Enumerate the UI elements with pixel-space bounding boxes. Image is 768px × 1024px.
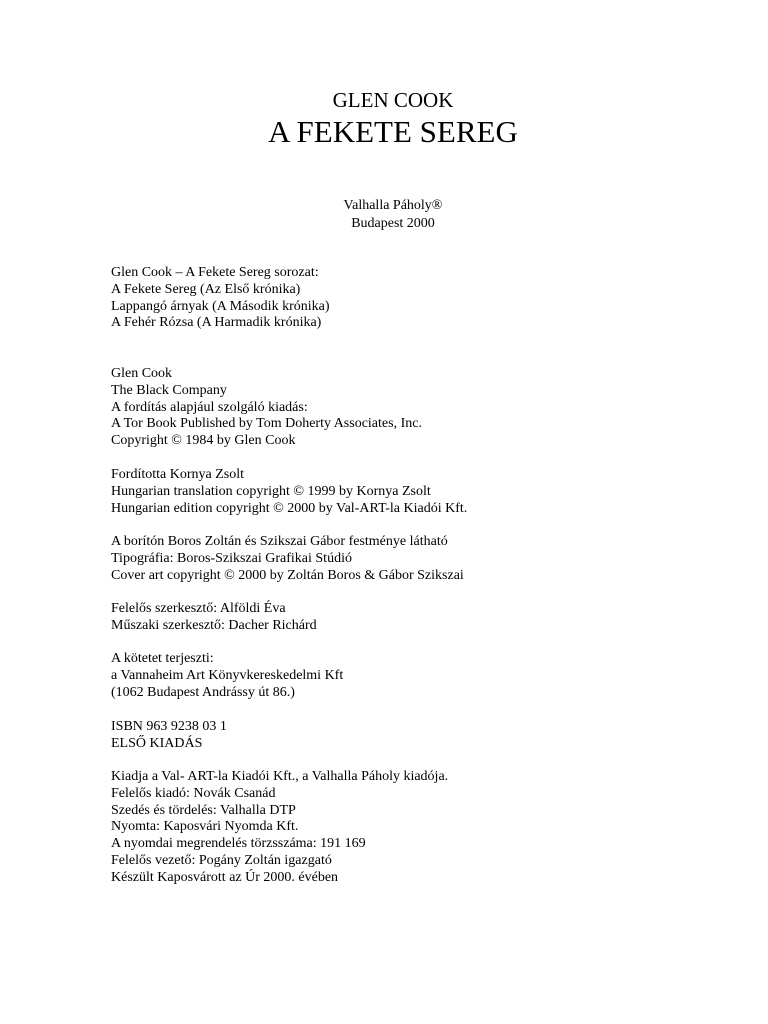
translator-line: Fordította Kornya Zsolt bbox=[111, 467, 244, 482]
imprint-line: Szedés és tördelés: Valhalla DTP bbox=[111, 802, 296, 818]
publisher-block bbox=[0, 197, 768, 233]
original-copyright: Copyright © 1984 by Glen Cook bbox=[111, 433, 296, 449]
original-author: Glen Cook bbox=[111, 366, 173, 381]
publisher-name: Valhalla Páholy® bbox=[343, 198, 443, 213]
translation-copyright: Hungarian translation copyright © 1999 by Kornya Zsolt bbox=[111, 483, 431, 499]
imprint-line: A nyomdai megrendelés törzsszáma: 191 169 bbox=[111, 836, 366, 852]
edition-label: ELSŐ KIADÁS bbox=[111, 735, 203, 751]
series-item: Lappangó árnyak (A Második krónika) bbox=[111, 298, 330, 314]
imprint-line: Nyomta: Kaposvári Nyomda Kft. bbox=[111, 819, 299, 835]
original-edition-block bbox=[111, 366, 422, 450]
distribution-label: A kötetet terjeszti: bbox=[111, 651, 214, 666]
series-list bbox=[111, 265, 330, 332]
cover-credits-block bbox=[111, 534, 464, 584]
isbn-block bbox=[111, 719, 227, 753]
book-title: A FEKETE SEREG bbox=[268, 114, 518, 149]
translation-block bbox=[111, 467, 467, 517]
technical-editor: Műszaki szerkesztő: Dacher Richárd bbox=[111, 617, 317, 633]
distributor-name: a Vannaheim Art Könyvkereskedelmi Kft bbox=[111, 667, 344, 683]
typography-credit: Tipográfia: Boros-Szikszai Grafikai Stúdió bbox=[111, 550, 352, 566]
original-title: The Black Company bbox=[111, 382, 227, 398]
imprint-line: Készült Kaposvárott az Úr 2000. évében bbox=[111, 869, 339, 885]
original-source-label: A fordítás alapjául szolgáló kiadás: bbox=[111, 399, 308, 415]
cover-art-copyright: Cover art copyright © 2000 by Zoltán Boros & Gábor Szikszai bbox=[111, 567, 464, 583]
imprint-block bbox=[111, 769, 448, 887]
edition-copyright: Hungarian edition copyright © 2000 by Val-ART-la Kiadói Kft. bbox=[111, 500, 468, 516]
original-publisher: A Tor Book Published by Tom Doherty Associates, Inc. bbox=[111, 416, 422, 432]
imprint-line: Felelős vezető: Pogány Zoltán igazgató bbox=[111, 852, 332, 868]
imprint-line: Felelős kiadó: Novák Csanád bbox=[111, 785, 276, 801]
author-name: GLEN COOK bbox=[332, 88, 454, 112]
cover-painting-credit: A borítón Boros Zoltán és Szikszai Gábor festménye látható bbox=[111, 534, 448, 549]
series-item: A Fekete Sereg (Az Első krónika) bbox=[111, 281, 301, 297]
series-heading: Glen Cook – A Fekete Sereg sorozat: bbox=[111, 265, 319, 280]
imprint-line: Kiadja a Val- ART-la Kiadói Kft., a Valhalla Páholy kiadója. bbox=[111, 769, 449, 784]
responsible-editor: Felelős szerkesztő: Alföldi Éva bbox=[111, 601, 286, 616]
isbn-number: ISBN 963 9238 03 1 bbox=[111, 719, 227, 734]
series-item: A Fehér Rózsa (A Harmadik krónika) bbox=[111, 315, 322, 331]
distributor-address: (1062 Budapest Andrássy út 86.) bbox=[111, 684, 295, 700]
publisher-place-year: Budapest 2000 bbox=[351, 216, 435, 231]
distribution-block bbox=[111, 651, 343, 701]
editors-block bbox=[111, 601, 317, 635]
